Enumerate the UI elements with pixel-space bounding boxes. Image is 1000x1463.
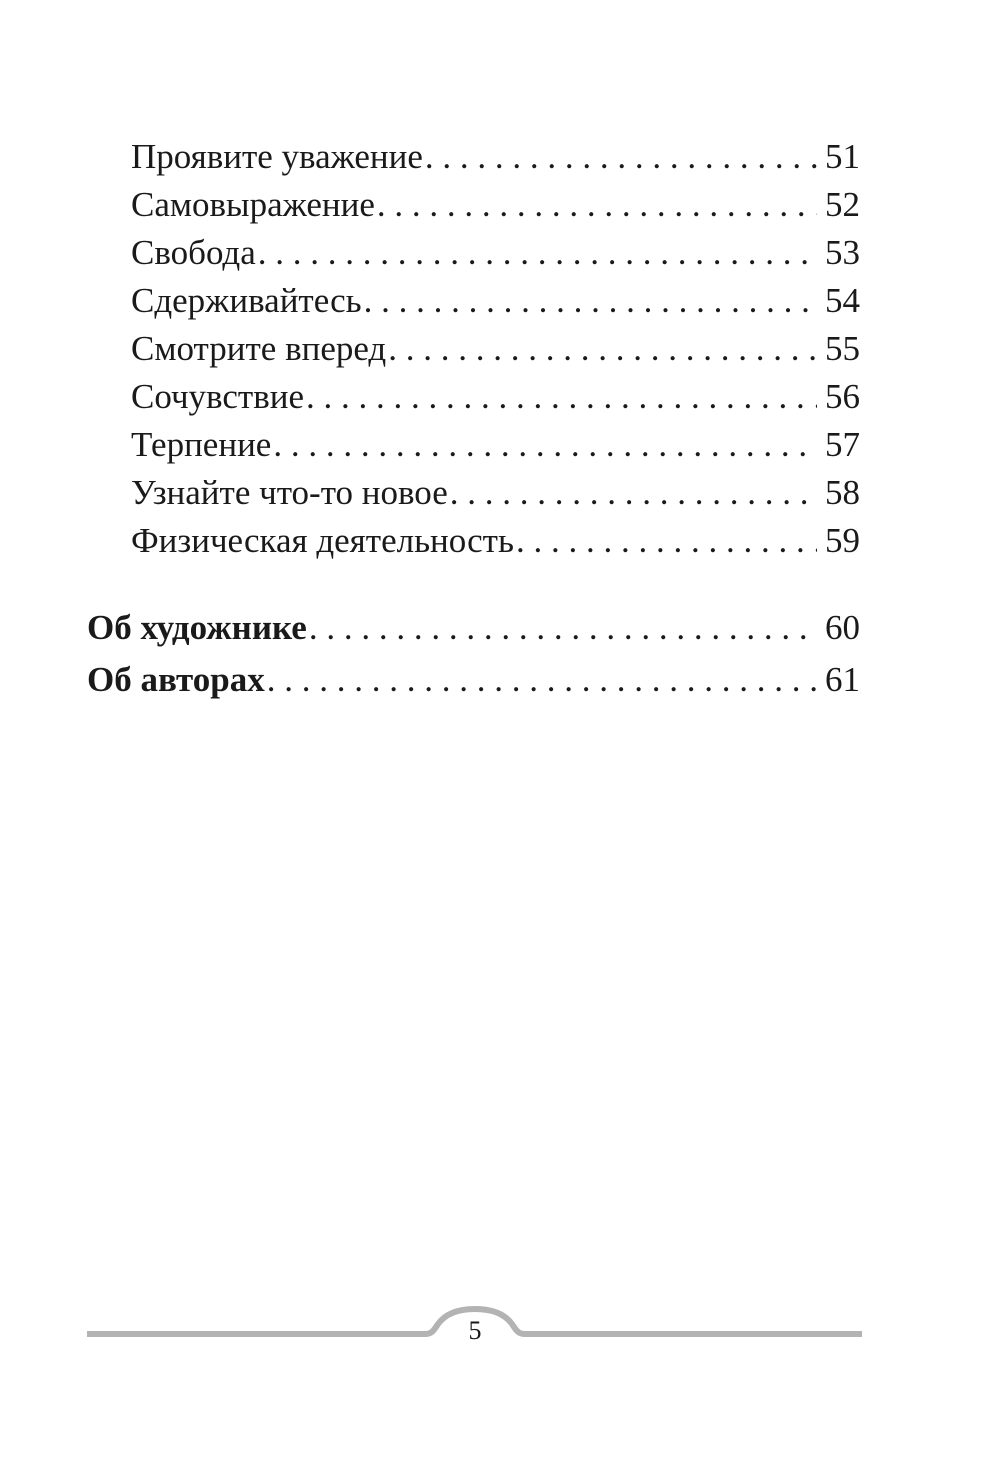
toc-entry <box>131 133 860 181</box>
toc-entry-title: Физическая деятельность <box>131 521 514 560</box>
toc-entry-page: 57 <box>825 425 860 464</box>
dot-leader <box>386 325 817 373</box>
dot-leader <box>448 469 817 517</box>
page-number: 5 <box>468 1316 482 1345</box>
toc-entry-page: 55 <box>825 329 860 368</box>
toc-section-entry <box>87 656 860 704</box>
toc-entry-page: 51 <box>825 137 860 176</box>
toc-entry-title: Узнайте что-то новое <box>131 473 448 512</box>
toc-entry <box>131 277 860 325</box>
toc-entry <box>131 373 860 421</box>
dot-leader <box>514 517 817 565</box>
dot-leader <box>304 373 817 421</box>
footer-ornament-rule <box>0 1300 1000 1360</box>
toc-entry-page: 54 <box>825 281 860 320</box>
toc-entry-title: Сдерживайтесь <box>131 281 362 320</box>
toc-entry-page: 59 <box>825 521 860 560</box>
toc-entry-page: 52 <box>825 185 860 224</box>
toc-entry <box>131 181 860 229</box>
dot-leader <box>423 133 817 181</box>
toc-entry-title: Проявите уважение <box>131 137 423 176</box>
toc-section-page: 61 <box>825 660 860 699</box>
toc-entry <box>131 421 860 469</box>
toc-entry-title: Свобода <box>131 233 256 272</box>
toc-section-title: Об авторах <box>87 660 265 699</box>
toc-entry <box>131 517 860 565</box>
toc-entry-title: Терпение <box>131 425 272 464</box>
toc-entry-page: 56 <box>825 377 860 416</box>
toc-entry-title: Самовыражение <box>131 185 375 224</box>
dot-leader <box>256 229 817 277</box>
dot-leader <box>271 421 817 469</box>
toc-entry-page: 58 <box>825 473 860 512</box>
toc-entry-title: Смотрите вперед <box>131 329 387 368</box>
toc-entry <box>131 469 860 517</box>
toc-entry-title: Сочувствие <box>131 377 304 416</box>
toc-section-entry <box>87 604 860 652</box>
dot-leader <box>307 604 817 652</box>
toc-section-page: 60 <box>825 608 860 647</box>
dot-leader <box>375 181 817 229</box>
toc-entry-page: 53 <box>825 233 860 272</box>
toc-entry <box>131 229 860 277</box>
dot-leader <box>362 277 817 325</box>
toc-entry <box>131 325 860 373</box>
toc-section-title: Об художнике <box>87 608 307 647</box>
dot-leader <box>265 656 817 704</box>
